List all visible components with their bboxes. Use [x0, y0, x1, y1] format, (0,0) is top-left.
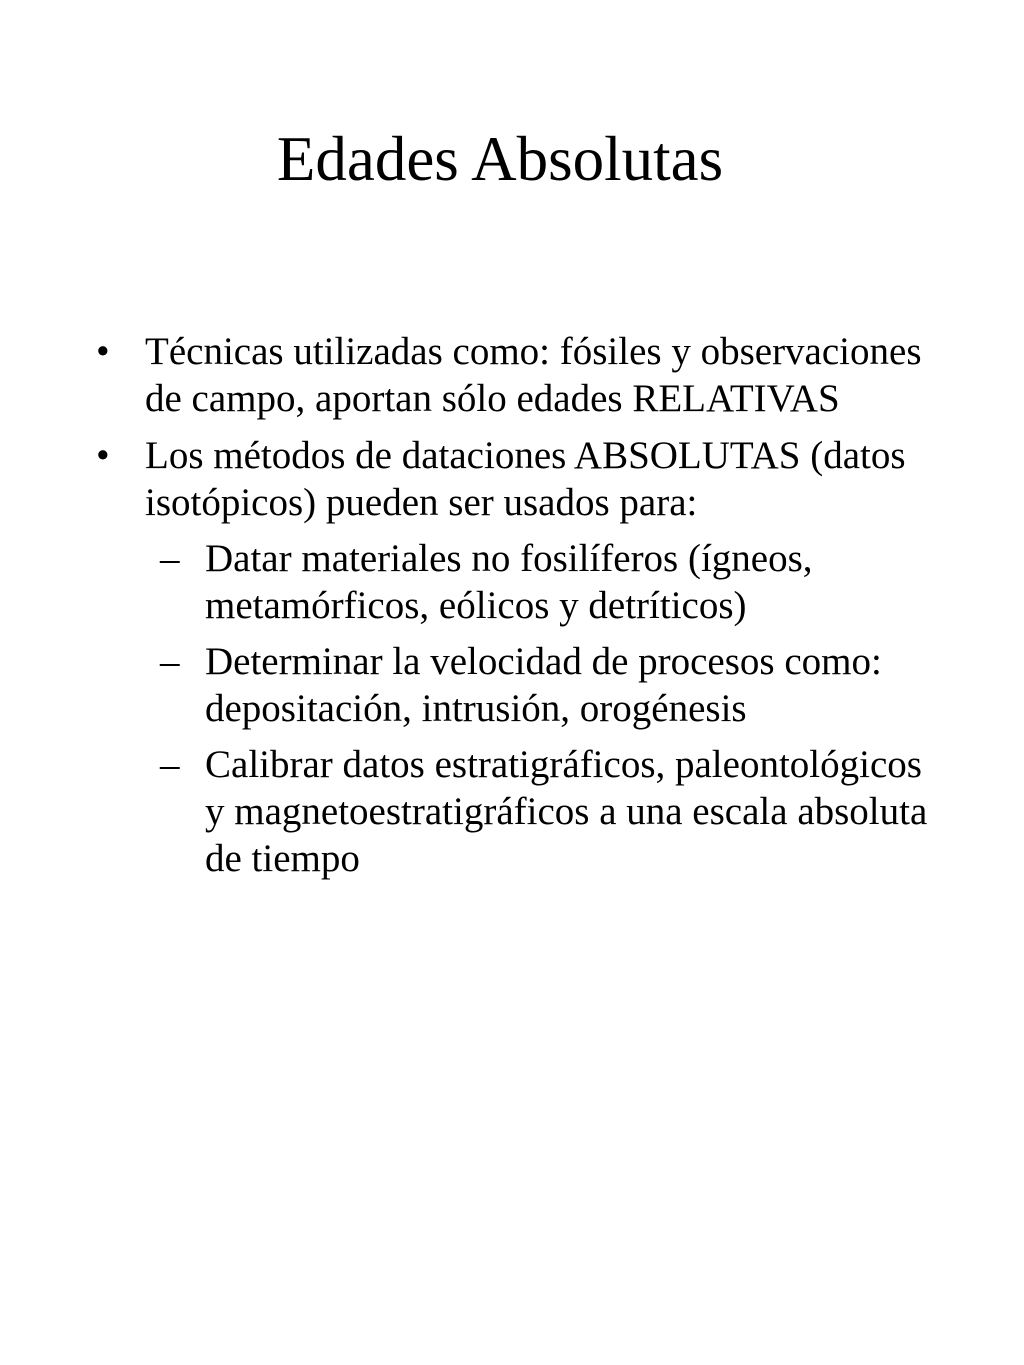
bullet-item: [0, 432, 935, 526]
sub-bullet-item: [0, 535, 935, 629]
bullet-text: Técnicas utilizadas como: fósiles y observaciones de campo, aportan sólo edades RELATIVAS: [145, 330, 922, 420]
bullet-marker: •: [96, 434, 110, 477]
sub-bullet-text: Determinar la velocidad de procesos como: depositación, intrusión, orogénesis: [205, 640, 882, 730]
sub-bullet-text: Calibrar datos estratigráficos, paleontológicos y magnetoestratigráficos a una escala absoluta de tiempo: [205, 743, 928, 880]
sub-bullet-text: Datar materiales no fosilíferos (ígneos, metamórficos, eólicos y detríticos): [205, 537, 813, 627]
bullet-text: Los métodos de dataciones ABSOLUTAS (datos isotópicos) pueden ser usados para:: [145, 434, 906, 524]
bullet-item: [0, 328, 935, 422]
bullet-list: [0, 328, 1024, 882]
sub-bullet-item: [0, 741, 935, 882]
sub-bullet-marker: –: [160, 537, 180, 580]
bullet-marker: •: [96, 330, 110, 373]
sub-bullet-marker: –: [160, 640, 180, 683]
sub-bullet-marker: –: [160, 743, 180, 786]
sub-bullet-item: [0, 638, 935, 732]
slide-title: Edades Absolutas: [276, 124, 724, 194]
